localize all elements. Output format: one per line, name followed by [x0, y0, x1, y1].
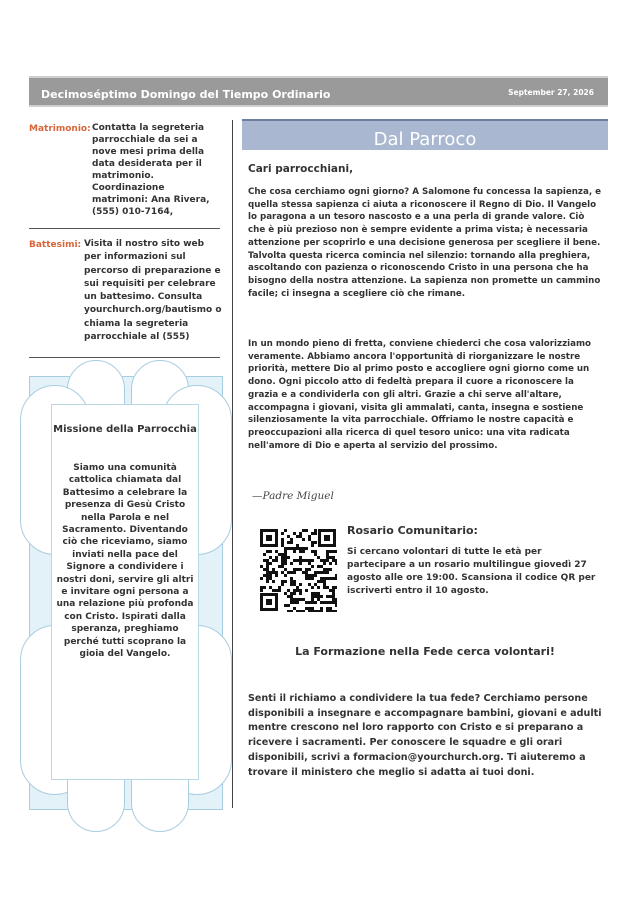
signature: —Padre Miguel — [252, 490, 334, 502]
faith-formation-title: La Formazione nella Fede cerca volontari! — [295, 645, 555, 658]
banner-title: Dal Parroco — [373, 129, 477, 150]
qr-code-icon — [259, 528, 337, 612]
pastor-banner — [242, 119, 608, 150]
greeting: Cari parrocchiani, — [248, 163, 354, 175]
mission-text: Siamo una comunità cattolica chiamata dal Battesimo a celebrare la presenza di Gesù Cristo nella Parola e nel Sacramento. Diventando ciò che riceviamo, siamo inviati nella pace del Signore a condividere i nostri doni, servire gli altri e invitare ogni persona a una relazione più profonda con Cristo. Ispirati dalla speranza, preghiamo perché tutti scoprano la gioia del Vangelo. — [56, 463, 194, 660]
letter-paragraph: Che cosa cerchiamo ogni giorno? A Salomone fu concessa la sapienza, e quella stessa sapienza ci aiuta a riconoscere il Regno di Dio. Il Vangelo lo paragona a un tesoro nascosto e a una perla di grande valore. Ciò che è più prezioso non è sempre evidente a prima vista; è necessaria attenzione per scoprirlo e una decisione generosa per scegliere il bene. Talvolta questa ricerca comincia nel silenzio: tornando alla preghiera, ascoltando con pazienza o riconoscendo Cristo in una persona che ha bisogno della nostra attenzione. La sapienza non promette un cammino facile; ci insegna a scegliere ciò che rimane. — [248, 187, 602, 299]
battesimi-clip — [84, 238, 224, 351]
faith-formation-text: Senti il richiamo a condividere la tua fede? Cerchiamo persone disponibili a insegnare e accompagnare bambini, giovani e adulti mentre crescono nel loro rapporto con Cristo e si preparano a ricevere i sacramenti. Per conoscere le squadre e gli orari disponibili, scrivi a formacion@yourchurch.org. Ti aiuteremo a trovare il ministero che meglio si adatta ai tuoi doni. — [248, 693, 602, 778]
battesimi-text: Visita il nostro sito web per informazioni sul percorso di preparazione e sui requisiti per celebrare un battesimo. Consulta yourchurch.org/bautismo o chiama la segreteria parrocchiale al (555) — [84, 239, 222, 343]
rosary-text: Si cercano volontari di tutte le età per partecipare a un rosario multilingue giovedì 27 agosto alle ore 19:00. Scansiona il codice QR per iscriverti entro il 10 agosto. — [347, 547, 596, 596]
divider — [29, 357, 220, 358]
mission-title: Missione della Parrocchia — [53, 424, 197, 435]
bulletin-header — [29, 76, 608, 107]
matrimonio-label: Matrimonio: — [29, 124, 91, 134]
battesimi-label: Battesimi: — [29, 240, 82, 250]
rosary-title: Rosario Comunitario: — [347, 524, 478, 537]
divider — [29, 228, 220, 229]
header-title: Decimoséptimo Domingo del Tiempo Ordinario — [41, 88, 331, 101]
column-divider — [232, 120, 233, 808]
letter-paragraph: In un mondo pieno di fretta, conviene chiederci che cosa valorizziamo veramente. Abbiamo ancora l'opportunità di riorganizzare le nostre priorità, mettere Dio al primo posto e accogliere ogni giorno come un dono. Ogni piccolo atto di fedeltà prepara il cuore a riconoscere la grazia e a condividerla con gli altri. Grazie a chi serve all'altare, accompagna i giovani, visita gli ammalati, canta, insegna e sostiene silenziosamente la vita parrocchiale. Offriamo le nostre capacità e preoccupazioni alla ricerca di quel tesoro unico: una vita radicata nell'amore di Dio e aperta al servizio del prossimo. — [248, 339, 592, 451]
matrimonio-text: Contatta la segreteria parrocchiale da sei a nove mesi prima della data desiderata per il matrimonio. Coordinazione matrimoni: Ana Rivera, (555) 010-7164, — [92, 123, 210, 217]
header-date: September 27, 2026 — [508, 88, 594, 97]
